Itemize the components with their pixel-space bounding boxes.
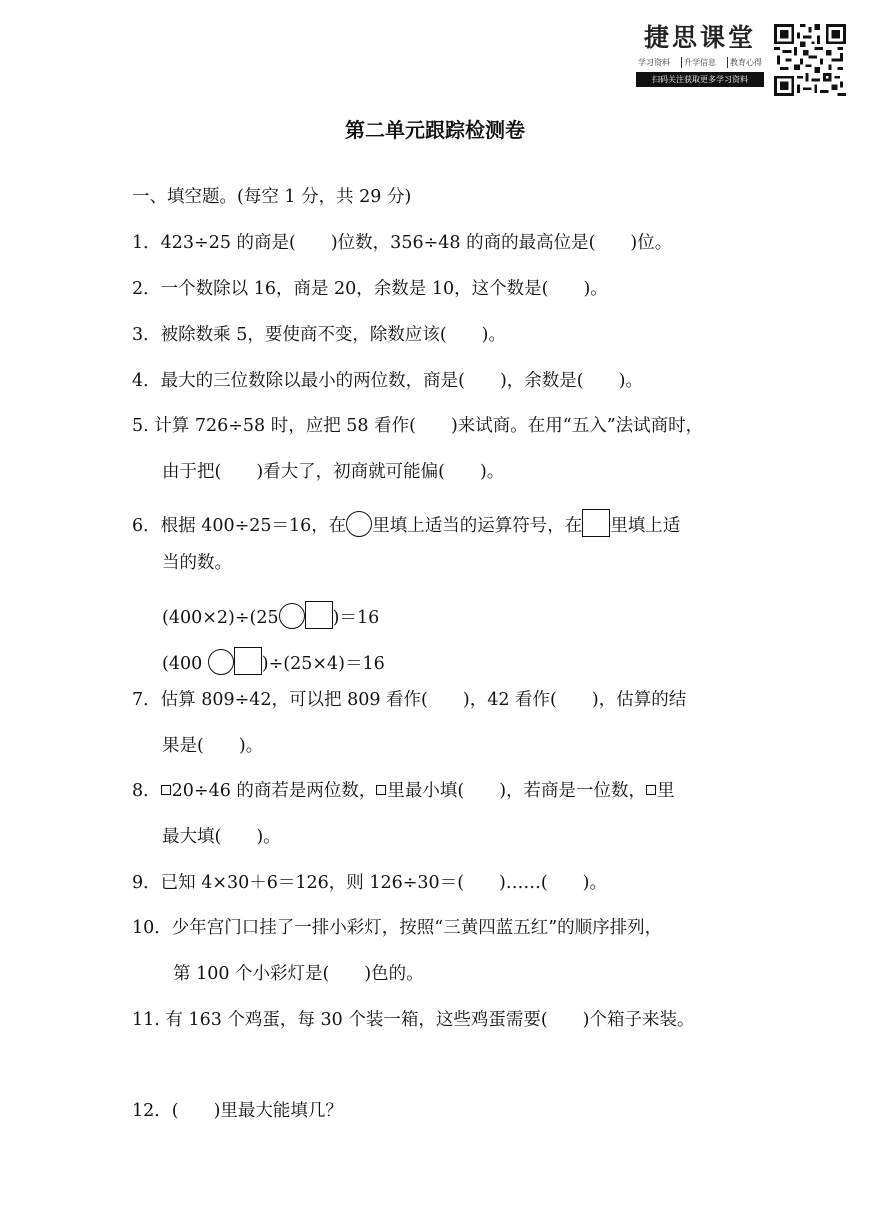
equation-text: (400	[162, 654, 208, 674]
question-5-line-1: 5. 计算 726÷58 时，应把 58 看作( )来试商。在用“五入”法试商时，	[132, 416, 704, 436]
question-7-line-1: 7．估算 809÷42，可以把 809 看作( )，42 看作( )，估算的结	[132, 690, 687, 710]
small-square-icon	[646, 785, 656, 795]
question-8-text: 里最小填( )，若商是一位数，	[387, 781, 647, 801]
question-3: 3．被除数乘 5，要使商不变，除数应该( )。	[132, 325, 506, 345]
question-6-text: 里填上适当的运算符号，在	[372, 516, 583, 536]
equation-text: (400×2)÷(25	[162, 608, 279, 628]
circle-blank-icon	[346, 511, 372, 537]
brand-tag: 升学信息	[681, 57, 718, 68]
qr-code-icon	[774, 24, 846, 96]
circle-blank-icon	[279, 603, 305, 629]
question-6-line-2: 当的数。	[162, 553, 232, 573]
question-6-line-1	[132, 509, 680, 538]
small-square-icon	[161, 785, 171, 795]
brand-tags	[636, 57, 764, 68]
question-6-text: 6．根据 400÷25＝16，在	[132, 516, 347, 536]
circle-blank-icon	[208, 649, 234, 675]
square-blank-icon	[582, 509, 610, 537]
square-blank-icon	[305, 601, 333, 629]
question-10-line-2: 第 100 个小彩灯是( )色的。	[173, 964, 424, 984]
small-square-icon	[376, 785, 386, 795]
brand-tag: 学习资料	[638, 58, 670, 67]
page-title: 第二单元跟踪检测卷	[345, 118, 525, 142]
question-9: 9．已知 4×30＋6＝126，则 126÷30＝( )……( )。	[132, 873, 608, 893]
question-8-line-2: 最大填( )。	[162, 827, 281, 847]
question-7-line-2: 果是( )。	[162, 736, 264, 756]
question-8-text: 20÷46 的商若是两位数，	[171, 781, 377, 801]
equation-2	[162, 647, 385, 676]
brand-banner: 扫码关注获取更多学习资料	[636, 72, 764, 87]
equation-text: )＝16	[332, 608, 380, 628]
question-10-line-1: 10．少年宫门口挂了一排小彩灯，按照“三黄四蓝五红”的顺序排列，	[132, 918, 663, 938]
brand-logo	[636, 22, 764, 87]
brand-tag: 教育心得	[727, 57, 764, 68]
square-blank-icon	[234, 647, 262, 675]
question-4: 4．最大的三位数除以最小的两位数，商是( )，余数是( )。	[132, 371, 643, 391]
section-heading: 一、填空题。(每空 1 分，共 29 分)	[132, 187, 412, 207]
question-12: 12．( )里最大能填几？	[132, 1101, 343, 1121]
question-11: 11. 有 163 个鸡蛋，每 30 个装一箱，这些鸡蛋需要( )个箱子来装。	[132, 1010, 695, 1030]
question-8-text: 8．	[132, 781, 161, 801]
question-5-line-2: 由于把( )看大了，初商就可能偏( )。	[162, 462, 505, 482]
question-6-text: 里填上适	[610, 516, 681, 536]
equation-1	[162, 601, 379, 630]
equation-text: )÷(25×4)＝16	[261, 654, 385, 674]
question-8-text: 里	[657, 781, 675, 801]
question-2: 2．一个数除以 16，商是 20，余数是 10，这个数是( )。	[132, 279, 608, 299]
question-1: 1．423÷25 的商是( )位数，356÷48 的商的最高位是( )位。	[132, 233, 673, 253]
question-8-line-1	[132, 779, 675, 803]
brand-name: 捷思课堂	[643, 23, 756, 52]
